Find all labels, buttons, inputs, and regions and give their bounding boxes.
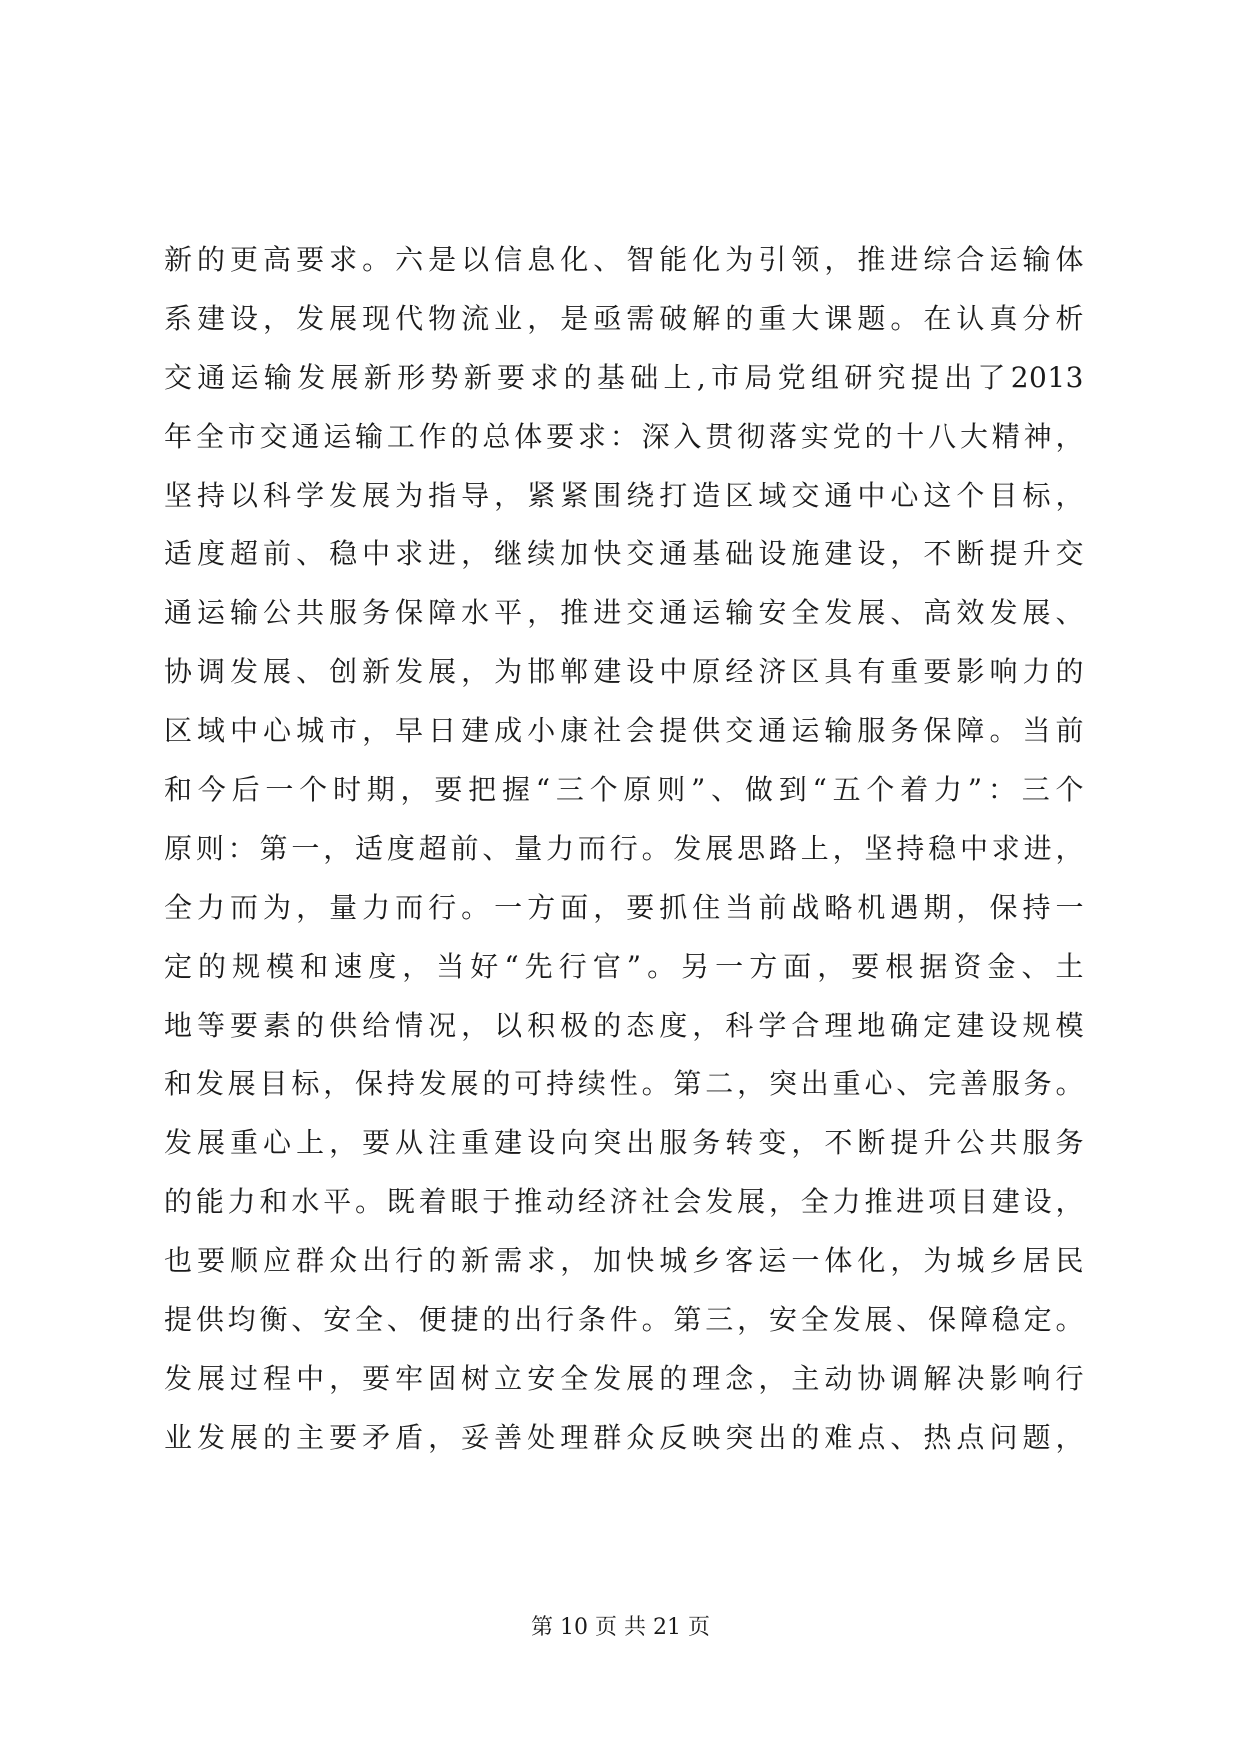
text-line: 原则：第一，适度超前、量力而行。发展思路上，坚持稳中求进，: [164, 831, 1084, 865]
text-line: 坚持以科学发展为指导，紧紧围绕打造区域交通中心这个目标，: [164, 478, 1084, 512]
page-footer: 第 10 页 共 21 页: [531, 1615, 710, 1640]
text-line: 也要顺应群众出行的新需求，加快城乡客运一体化，为城乡居民: [164, 1244, 1084, 1278]
text-line: 全力而为，量力而行。一方面，要抓住当前战略机遇期，保持一: [164, 890, 1084, 924]
text-line: 交通运输发展新形势新要求的基础上,市局党组研究提出了2013: [164, 360, 1084, 394]
text-line: 发展过程中，要牢固树立安全发展的理念，主动协调解决影响行: [164, 1361, 1084, 1395]
text-line: 区域中心城市，早日建成小康社会提供交通运输服务保障。当前: [164, 714, 1084, 748]
text-line: 适度超前、稳中求进，继续加快交通基础设施建设，不断提升交: [164, 537, 1084, 571]
text-line: 定的规模和速度，当好“先行官”。另一方面，要根据资金、土: [164, 949, 1084, 983]
text-line: 的能力和水平。既着眼于推动经济社会发展，全力推进项目建设，: [164, 1185, 1084, 1219]
text-line: 年全市交通运输工作的总体要求：深入贯彻落实党的十八大精神，: [164, 419, 1084, 453]
text-line: 新的更高要求。六是以信息化、智能化为引领，推进综合运输体: [164, 243, 1084, 276]
text-line: 协调发展、创新发展，为邯郸建设中原经济区具有重要影响力的: [164, 655, 1084, 689]
text-line: 地等要素的供给情况，以积极的态度，科学合理地确定建设规模: [164, 1008, 1084, 1042]
text-line: 系建设，发展现代物流业，是亟需破解的重大课题。在认真分析: [164, 301, 1084, 335]
body-text: [164, 231, 1084, 1468]
text-line: 和发展目标，保持发展的可持续性。第二，突出重心、完善服务。: [164, 1067, 1084, 1101]
text-line: 提供均衡、安全、便捷的出行条件。第三，安全发展、保障稳定。: [164, 1303, 1084, 1337]
text-line: 通运输公共服务保障水平，推进交通运输安全发展、高效发展、: [164, 596, 1084, 630]
text-line: 发展重心上，要从注重建设向突出服务转变，不断提升公共服务: [164, 1126, 1084, 1160]
text-line: 和今后一个时期，要把握“三个原则”、做到“五个着力”：三个: [164, 773, 1084, 807]
text-line: 业发展的主要矛盾，妥善处理群众反映突出的难点、热点问题，: [164, 1420, 1084, 1454]
